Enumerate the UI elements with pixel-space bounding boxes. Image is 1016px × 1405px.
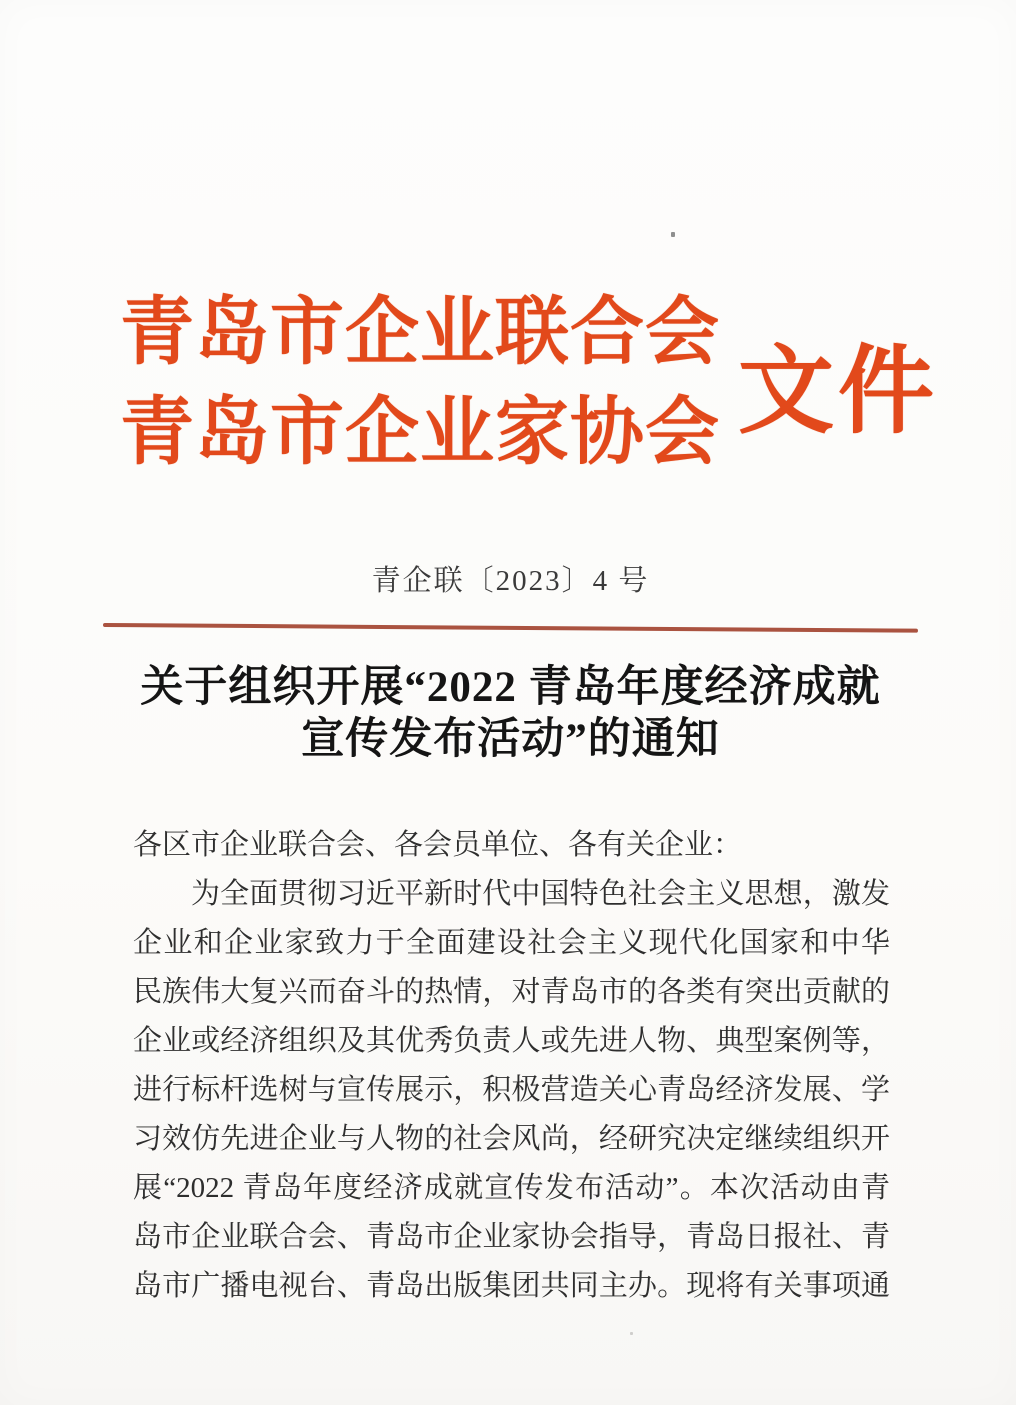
document-word-label: 文件 (738, 337, 938, 445)
body-text-line: 岛市企业联合会、青岛市企业家协会指导，青岛日报社、青 (133, 1221, 890, 1253)
document-number: 青企联〔2023〕4 号 (371, 565, 650, 597)
body-text-line: 企业或经济组织及其优秀负责人或先进人物、典型案例等， (133, 1025, 890, 1057)
org-name-line2: 青岛市企业家协会 (120, 392, 720, 474)
org-name-line1: 青岛市企业联合会 (120, 292, 720, 374)
body-text-line: 习效仿先进企业与人物的社会风尚，经研究决定继续组织开 (133, 1123, 890, 1155)
issuing-org-names (120, 283, 720, 483)
scan-artifact-speck (630, 1332, 633, 1335)
document-title (103, 662, 918, 766)
document-body (133, 821, 890, 1311)
body-text-line: 企业和企业家致力于全面建设社会主义现代化国家和中华 (133, 927, 890, 959)
scan-artifact-speck (671, 232, 675, 237)
red-divider-line (103, 623, 918, 633)
document-title-line2: 宣传发布活动”的通知 (301, 716, 720, 763)
body-text-line: 为全面贯彻习近平新时代中国特色社会主义思想，激发 (191, 878, 890, 910)
body-text-line: 进行标杆选树与宣传展示，积极营造关心青岛经济发展、学 (133, 1074, 890, 1106)
body-text-line: 展“2022 青岛年度经济成就宣传发布活动”。本次活动由青 (133, 1172, 890, 1204)
document-letterhead (120, 283, 938, 483)
body-text-line: 民族伟大复兴而奋斗的热情，对青岛市的各类有突出贡献的 (133, 976, 890, 1008)
body-text-line: 岛市广播电视台、青岛出版集团共同主办。现将有关事项通 (133, 1270, 890, 1302)
salutation-line: 各区市企业联合会、各会员单位、各有关企业： (133, 829, 743, 861)
document-title-line1: 关于组织开展“2022 青岛年度经济成就 (140, 664, 881, 711)
